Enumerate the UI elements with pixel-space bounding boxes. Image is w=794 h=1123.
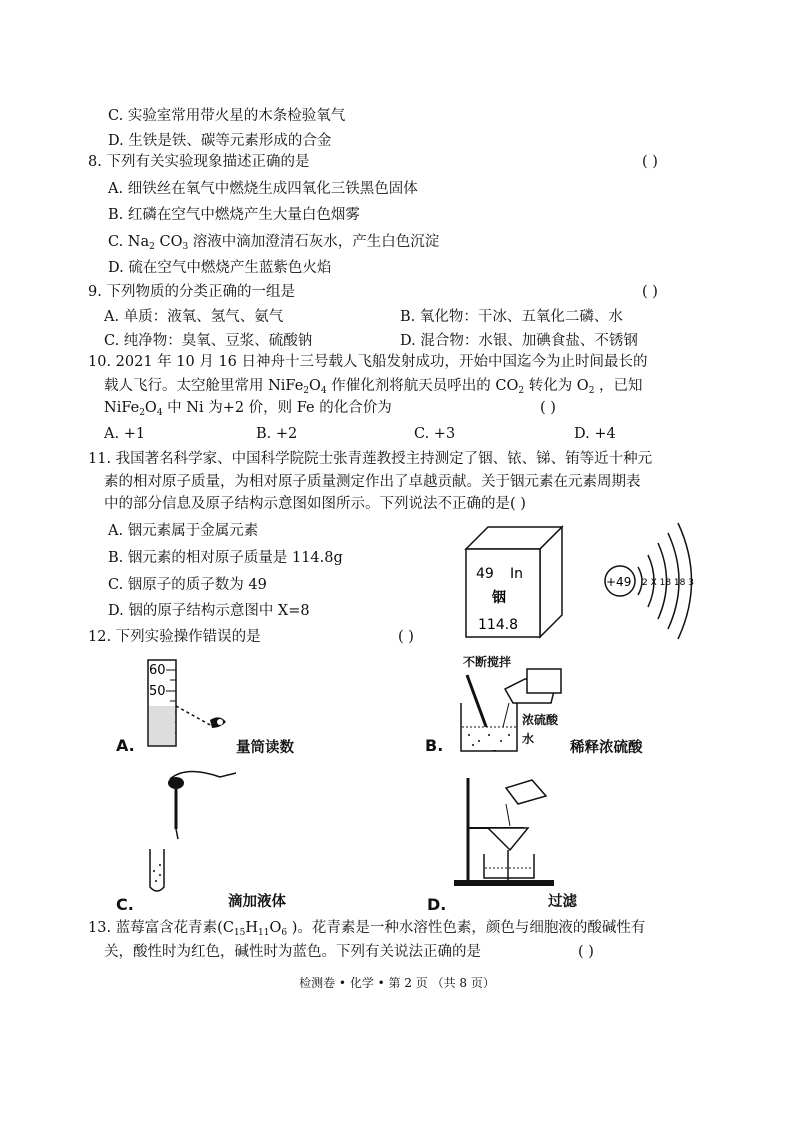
q10-option-c: C. +3: [414, 426, 456, 442]
q12-b-water-label: 水: [522, 732, 535, 746]
measuring-cylinder-figure: [140, 658, 240, 748]
q11-option-b: B. 铟元素的相对原子质量是 114.8g: [108, 550, 343, 566]
q10-line3: $NiFe_2O_4$ 中 Ni 为+2 价，则 Fe 的化合价为: [104, 400, 392, 418]
q9-option-a: A. 单质：液氧、氢气、氨气: [104, 309, 284, 325]
q8-answer-paren: ( ): [642, 154, 658, 170]
q9-option-c: C. 纯净物：臭氧、豆浆、硫酸钠: [104, 333, 313, 349]
q13-answer-paren: ( ): [578, 944, 594, 960]
cell-atomic-number: 49: [476, 566, 494, 582]
periodic-cell-indium: [462, 523, 566, 641]
cell-symbol: In: [510, 566, 524, 582]
q11-option-c: C. 铟原子的质子数为 49: [108, 577, 267, 593]
q8-option-c: C. $Na_2$ $CO_3$ 溶液中滴加澄清石灰水，产生白色沉淀: [108, 234, 440, 252]
atom-structure-diagram: [600, 515, 710, 645]
q12-option-a-label: A.: [116, 736, 135, 755]
q12-answer-paren: ( ): [398, 629, 414, 645]
q12-option-d-label: D.: [427, 895, 447, 914]
dilution-figure: [455, 655, 585, 755]
q12-b-stir-label: 不断搅拌: [463, 655, 512, 669]
q10-option-a: A. +1: [104, 426, 146, 442]
q9-option-b: B. 氧化物：干冰、五氧化二磷、水: [400, 309, 623, 325]
q8-option-b: B. 红磷在空气中燃烧产生大量白色烟雾: [108, 207, 360, 223]
q8-stem: 8. 下列有关实验现象描述正确的是: [88, 154, 310, 170]
q10-line1: 10. 2021 年 10 月 16 日神舟十三号载人飞船发射成功，开始中国迄今为止时间最长的: [88, 354, 648, 370]
q12-option-a-caption: 量筒读数: [236, 740, 294, 756]
nucleus-charge: +49: [606, 575, 632, 589]
q11-line1: 11. 我国著名科学家、中国科学院院士张青莲教授主持测定了铟、铱、锑、铕等近十种元: [88, 451, 653, 467]
page-footer: 检测卷 • 化学 • 第 2 页 （共 8 页）: [299, 976, 495, 990]
q9-option-d: D. 混合物：水银、加碘食盐、不锈钢: [400, 333, 638, 349]
q12-b-acid-label: 浓硫酸: [522, 713, 559, 727]
dropper-figure: [140, 765, 250, 895]
q11-line2: 素的相对原子质量，为相对原子质量测定作出了卓越贡献。关于铟元素在元素周期表: [104, 474, 641, 490]
q11-option-d: D. 铟的原子结构示意图中 X=8: [108, 603, 310, 619]
q10-option-b: B. +2: [256, 426, 298, 442]
q11-line3: 中的部分信息及原子结构示意图如图所示。下列说法不正确的是( ): [104, 496, 526, 512]
q10-line2: 载人飞行。太空舱里常用 $NiFe_2O_4$ 作催化剂将航天员呼出的 $CO_2$ 转化为 $O_2$ ，已知: [104, 378, 643, 396]
q11-option-a: A. 铟元素属于金属元素: [108, 523, 259, 539]
q7-option-d: D. 生铁是铁、碳等元素形成的合金: [108, 133, 332, 149]
q9-stem: 9. 下列物质的分类正确的一组是: [88, 284, 295, 300]
q10-answer-paren: ( ): [540, 400, 556, 416]
q12-stem: 12. 下列实验操作错误的是: [88, 629, 261, 645]
q12-option-c-label: C.: [116, 895, 134, 914]
q12-option-c-caption: 滴加液体: [228, 894, 286, 910]
cylinder-tick-60: 60: [149, 663, 166, 678]
q12-option-b-label: B.: [425, 736, 444, 755]
q7-option-c: C. 实验室常用带火星的木条检验氧气: [108, 108, 346, 124]
filtration-figure: [448, 772, 568, 890]
q8-option-a: A. 细铁丝在氧气中燃烧生成四氧化三铁黑色固体: [108, 181, 418, 197]
cell-atomic-mass: 114.8: [478, 617, 519, 633]
q12-option-d-caption: 过滤: [548, 894, 577, 910]
q12-option-b-caption: 稀释浓硫酸: [570, 740, 643, 756]
q9-answer-paren: ( ): [642, 284, 658, 300]
q13-line2: 关，酸性时为红色，碱性时为蓝色。下列有关说法正确的是: [104, 944, 481, 960]
shell-electron-counts: 2 X 18 18 3: [642, 578, 694, 588]
cylinder-tick-50: 50: [149, 684, 166, 699]
q10-option-d: D. +4: [574, 426, 616, 442]
q8-option-d: D. 硫在空气中燃烧产生蓝紫色火焰: [108, 260, 332, 276]
cell-element-name: 铟: [492, 590, 506, 606]
q13-line1: 13. 蓝莓富含花青素($C_{15}H_{11}O_6$ )。花青素是一种水溶性色素，颜色与细胞液的酸碱性有: [88, 920, 646, 938]
